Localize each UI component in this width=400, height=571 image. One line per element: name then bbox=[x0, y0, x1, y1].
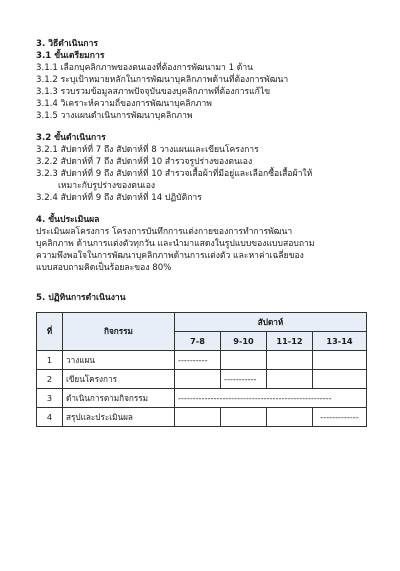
row-number: 1 bbox=[37, 351, 63, 370]
section-4-paragraph bbox=[36, 226, 366, 274]
schedule-cell bbox=[313, 370, 367, 389]
row-activity: ดำเนินการตามกิจกรรม bbox=[63, 389, 175, 408]
schedule-cell bbox=[313, 351, 367, 370]
row-number: 4 bbox=[37, 408, 63, 427]
step-1-item: 3.1.4 วิเคราะห์ความถี่ของการพัฒนาบุคลิกภาพ bbox=[36, 99, 212, 109]
schedule-cell bbox=[267, 351, 313, 370]
step-2-item: 3.2.1 สัปดาห์ที่ 7 ถึง สัปดาห์ที่ 8 วางแผนและเขียนโครงการ bbox=[36, 145, 259, 155]
schedule-cell bbox=[267, 370, 313, 389]
step-2-item: 3.2.2 สัปดาห์ที่ 7 ถึง สัปดาห์ที่ 10 สำรวจรูปร่างของตนเอง bbox=[36, 157, 253, 167]
column-header-no: ที่ bbox=[37, 313, 63, 351]
row-number: 3 bbox=[37, 389, 63, 408]
table-header-row bbox=[37, 313, 367, 332]
step-2-title: 3.2 ขั้นดำเนินการ bbox=[36, 133, 106, 143]
week-range-header: 13-14 bbox=[313, 332, 367, 351]
column-header-weeks: สัปดาห์ bbox=[175, 313, 367, 332]
paragraph-line: ประเมินผลโครงการ โครงการบันทึกการแต่งกายของการทำการพัฒนา bbox=[36, 227, 293, 237]
paragraph-line: แบบสอบถามคิดเป็นร้อยละของ 80% bbox=[36, 263, 172, 273]
step-1-item: 3.1.2 ระบุเป้าหมายหลักในการพัฒนาบุคลิกภาพด้านที่ต้องการพัฒนา bbox=[36, 75, 289, 85]
step-1-item: 3.1.1 เลือกบุคลิกภาพของตนเองที่ต้องการพัฒนามา 1 ด้าน bbox=[36, 63, 254, 73]
schedule-table bbox=[36, 312, 367, 427]
step-2-item-continued: เหมาะกับรูปร่างของตนเอง bbox=[58, 181, 156, 191]
row-activity: สรุปและประเมินผล bbox=[63, 408, 175, 427]
step-1-title: 3.1 ขั้นเตรียมการ bbox=[36, 51, 105, 61]
document-content bbox=[36, 38, 366, 427]
step-1-item: 3.1.3 รวบรวมข้อมูลสภาพปัจจุบันของบุคลิกภาพที่ต้องการแก้ไข bbox=[36, 87, 271, 97]
table-row bbox=[37, 389, 367, 408]
week-range-header: 9-10 bbox=[221, 332, 267, 351]
schedule-cell bbox=[221, 351, 267, 370]
schedule-cell: ------------- bbox=[313, 408, 367, 427]
row-number: 2 bbox=[37, 370, 63, 389]
schedule-cell: ---------- bbox=[175, 351, 221, 370]
section-5-title: 5. ปฏิทินการดำเนินงาน bbox=[36, 293, 126, 303]
step-2-item: 3.2.3 สัปดาห์ที่ 9 ถึง สัปดาห์ที่ 10 สำรวจเสื้อผ้าที่มีอยู่และเลือกซื้อเสื้อผ้าให้ bbox=[36, 169, 313, 179]
paragraph-line: บุคลิกภาพ ด้านการแต่งตัวทุกวัน และนำมาแสดงในรูปแบบของแบบสอบถาม bbox=[36, 239, 315, 249]
schedule-cell bbox=[267, 408, 313, 427]
table-row bbox=[37, 370, 367, 389]
table-row bbox=[37, 408, 367, 427]
schedule-cell: ----------- bbox=[221, 370, 267, 389]
row-activity: เขียนโครงการ bbox=[63, 370, 175, 389]
row-activity: วางแผน bbox=[63, 351, 175, 370]
section-4-title: 4. ขั้นประเมินผล bbox=[36, 215, 100, 225]
schedule-cell bbox=[175, 408, 221, 427]
week-range-header: 11-12 bbox=[267, 332, 313, 351]
section-3-title: 3. วิธีดำเนินการ bbox=[36, 39, 99, 49]
step-2-item: 3.2.4 สัปดาห์ที่ 9 ถึง สัปดาห์ที่ 14 ปฏิบัติการ bbox=[36, 193, 202, 203]
schedule-cell bbox=[221, 408, 267, 427]
column-header-activity: กิจกรรม bbox=[63, 313, 175, 351]
paragraph-line: ความพึงพอใจในการพัฒนาบุคลิกภาพด้านการแต่งตัว และหาค่าเฉลี่ยของ bbox=[36, 251, 304, 261]
table-row bbox=[37, 351, 367, 370]
week-range-header: 7-8 bbox=[175, 332, 221, 351]
step-1-item: 3.1.5 วางแผนดำเนินการพัฒนาบุคลิกภาพ bbox=[36, 111, 193, 121]
schedule-span-cell: ---------------------------------------------------- bbox=[175, 389, 367, 408]
schedule-cell bbox=[175, 370, 221, 389]
